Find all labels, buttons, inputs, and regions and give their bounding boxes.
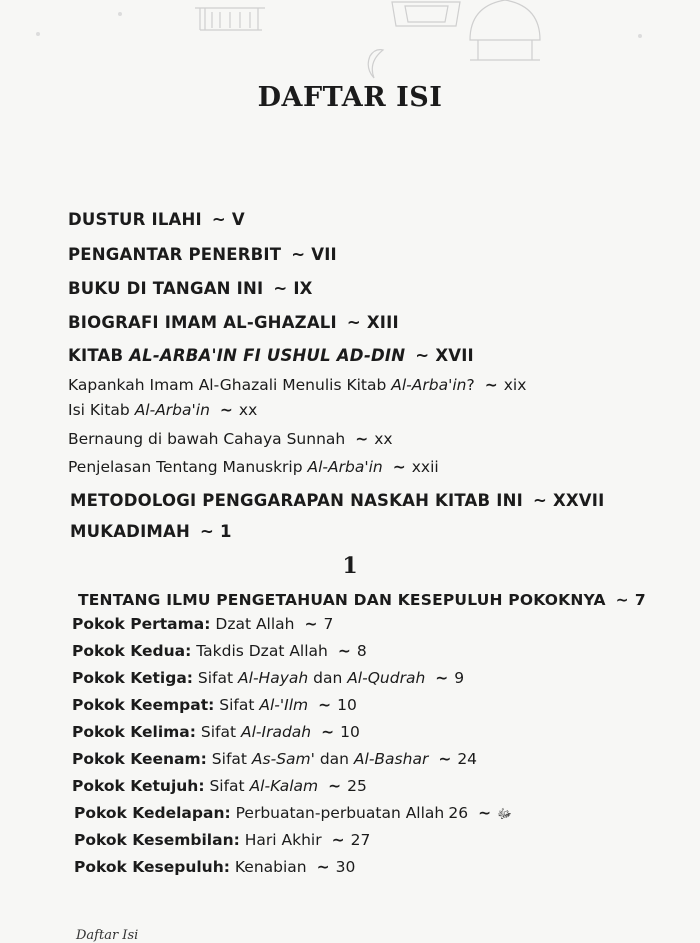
pokok-italic-2: Al-Bashar <box>353 750 429 768</box>
toc-page-number: 10 <box>340 723 360 741</box>
toc-separator: ~ <box>273 279 288 298</box>
toc-subentry-italic: Al-Arba'in <box>307 458 383 476</box>
pokok-label: Pokok Kedua: <box>72 642 192 660</box>
toc-entry-title-italic: AL-ARBA'IN FI USHUL AD-DIN <box>129 346 406 365</box>
toc-separator: ~ <box>316 858 330 876</box>
toc-separator: ~ <box>355 430 369 448</box>
toc-subentry-text: Kapankah Imam Al-Ghazali Menulis Kitab <box>68 376 392 394</box>
toc-entry-buku-di-tangan-ini[interactable] <box>68 281 313 298</box>
toc-pokok-9[interactable] <box>74 833 370 849</box>
toc-subentry-text: Penjelasan Tentang Manuskrip <box>68 458 308 476</box>
toc-separator: ~ <box>318 696 332 714</box>
toc-page-number: V <box>231 210 245 229</box>
toc-page-number: XIII <box>366 313 399 332</box>
toc-separator: ~ <box>211 210 226 229</box>
toc-page-number: xix <box>503 376 527 394</box>
pokok-italic-1: Al-Kalam <box>249 777 319 795</box>
toc-pokok-2[interactable] <box>72 644 367 660</box>
pokok-mid: dan <box>308 669 348 687</box>
pokok-italic-1: Al-Hayah <box>238 669 309 687</box>
toc-page-number: 24 <box>457 750 478 768</box>
pokok-text: Dzat Allah <box>210 615 295 633</box>
toc-separator: ~ <box>478 804 492 822</box>
toc-page-number: 9 <box>454 669 465 687</box>
toc-page-number: xx <box>238 401 258 419</box>
toc-subentry-text: Isi Kitab <box>68 401 135 419</box>
toc-pokok-5[interactable] <box>72 725 360 741</box>
toc-separator: ~ <box>219 401 233 419</box>
toc-separator: ~ <box>484 376 498 394</box>
pokok-label: Pokok Kedelapan: <box>74 804 231 822</box>
toc-page-number: xx <box>374 430 393 448</box>
toc-page-number: 27 <box>350 831 371 849</box>
toc-pokok-1[interactable] <box>72 617 333 633</box>
pokok-text: Takdis Dzat Allah <box>191 642 328 660</box>
pokok-text: Hari Akhir <box>239 831 322 849</box>
toc-page-number: 7 <box>634 591 646 609</box>
toc-page-number: xxii <box>411 458 439 476</box>
toc-subentry-suffix: ? <box>466 376 475 394</box>
pokok-italic-1: Al-Iradah <box>241 723 312 741</box>
toc-subentry-text: Bernaung di bawah Cahaya Sunnah <box>68 430 346 448</box>
toc-entry-title: DUSTUR ILAHI <box>68 210 202 229</box>
toc-separator: ~ <box>331 831 345 849</box>
toc-page-number: 1 <box>220 522 232 541</box>
toc-entry-title-prefix: KITAB <box>68 346 130 365</box>
pokok-italic-2: Al-Qudrah <box>347 669 426 687</box>
toc-separator: ~ <box>438 750 452 768</box>
toc-subentry-bernaung[interactable] <box>68 432 393 448</box>
toc-page-number: XXVII <box>552 491 605 510</box>
pokok-text: Sifat <box>214 696 260 714</box>
toc-page-number: 26 <box>448 804 469 822</box>
toc-entry-title: PENGANTAR PENERBIT <box>68 245 282 264</box>
pokok-label: Pokok Keenam: <box>72 750 207 768</box>
toc-page-number: 7 <box>323 615 334 633</box>
pokok-text: Sifat <box>204 777 250 795</box>
pokok-label: Pokok Ketiga: <box>72 669 193 687</box>
toc-separator: ~ <box>392 458 406 476</box>
toc-entry-biografi[interactable] <box>68 315 399 332</box>
page-title: DAFTAR ISI <box>257 82 443 113</box>
pokok-text: Sifat <box>195 723 241 741</box>
toc-separator: ~ <box>346 313 361 332</box>
toc-entry-title: TENTANG ILMU PENGETAHUAN DAN KESEPULUH POKOKNYA <box>78 591 606 609</box>
pokok-label: Pokok Keempat: <box>72 696 215 714</box>
toc-separator: ~ <box>435 669 449 687</box>
pokok-label: Pokok Ketujuh: <box>72 777 205 795</box>
toc-pokok-8[interactable] <box>74 806 512 822</box>
toc-separator: ~ <box>615 591 629 609</box>
toc-separator: ~ <box>328 777 342 795</box>
toc-entry-kitab-al-arbain[interactable] <box>68 348 474 365</box>
toc-entry-title: BUKU DI TANGAN INI <box>68 279 264 298</box>
toc-separator: ~ <box>200 522 215 541</box>
toc-entry-title: MUKADIMAH <box>70 522 191 541</box>
toc-separator: ~ <box>415 346 430 365</box>
toc-pokok-4[interactable] <box>72 698 357 714</box>
toc-entry-mukadimah[interactable] <box>70 524 232 541</box>
pokok-text: Sifat <box>192 669 239 687</box>
toc-entry-dustur-ilahi[interactable] <box>68 212 245 229</box>
toc-separator: ~ <box>304 615 318 633</box>
toc-entry-title: METODOLOGI PENGGARAPAN NASKAH KITAB INI <box>70 491 523 510</box>
toc-entry-pengantar-penerbit[interactable] <box>68 247 337 264</box>
pokok-label: Pokok Pertama: <box>72 615 211 633</box>
toc-page-number: 30 <box>335 858 356 876</box>
pokok-text: Perbuatan-perbuatan Allah <box>230 804 445 822</box>
page-footer: Daftar Isi <box>76 928 139 943</box>
pokok-italic-1: Al-'Ilm <box>259 696 309 714</box>
toc-chapter-title[interactable] <box>78 593 646 609</box>
toc-entry-title: BIOGRAFI IMAM AL-GHAZALI <box>68 313 337 332</box>
pokok-label: Pokok Kesembilan: <box>74 831 240 849</box>
toc-page-number: IX <box>293 279 313 298</box>
toc-page-number: 25 <box>347 777 367 795</box>
toc-subentry-italic: Al-Arba'in <box>391 376 467 394</box>
jalla-jalaluhu-glyph: ﷻ <box>444 807 512 822</box>
pokok-text: Sifat <box>206 750 252 768</box>
toc-subentry-kapankah[interactable] <box>68 378 526 394</box>
pokok-label: Pokok Kesepuluh: <box>74 858 230 876</box>
toc-pokok-10[interactable] <box>74 860 355 876</box>
toc-pokok-6[interactable] <box>72 752 477 768</box>
toc-page-number: 8 <box>356 642 367 660</box>
toc-separator: ~ <box>321 723 335 741</box>
toc-subentry-manuskrip[interactable] <box>68 460 439 476</box>
chapter-number: 1 <box>342 553 358 579</box>
toc-entry-metodologi[interactable] <box>70 493 604 510</box>
toc-page-number: 10 <box>337 696 357 714</box>
toc-pokok-3[interactable] <box>72 671 464 687</box>
toc-subentry-italic: Al-Arba'in <box>134 401 210 419</box>
toc-page-number: VII <box>311 245 337 264</box>
toc-subentry-isi-kitab[interactable] <box>68 403 257 419</box>
toc-separator: ~ <box>337 642 351 660</box>
pokok-italic-1: As-Sam' <box>251 750 315 768</box>
toc-separator: ~ <box>532 491 547 510</box>
toc-pokok-7[interactable] <box>72 779 367 795</box>
toc-page-number: XVII <box>435 346 474 365</box>
toc-separator: ~ <box>291 245 306 264</box>
pokok-text: Kenabian <box>229 858 307 876</box>
pokok-mid: dan <box>314 750 354 768</box>
pokok-label: Pokok Kelima: <box>72 723 196 741</box>
